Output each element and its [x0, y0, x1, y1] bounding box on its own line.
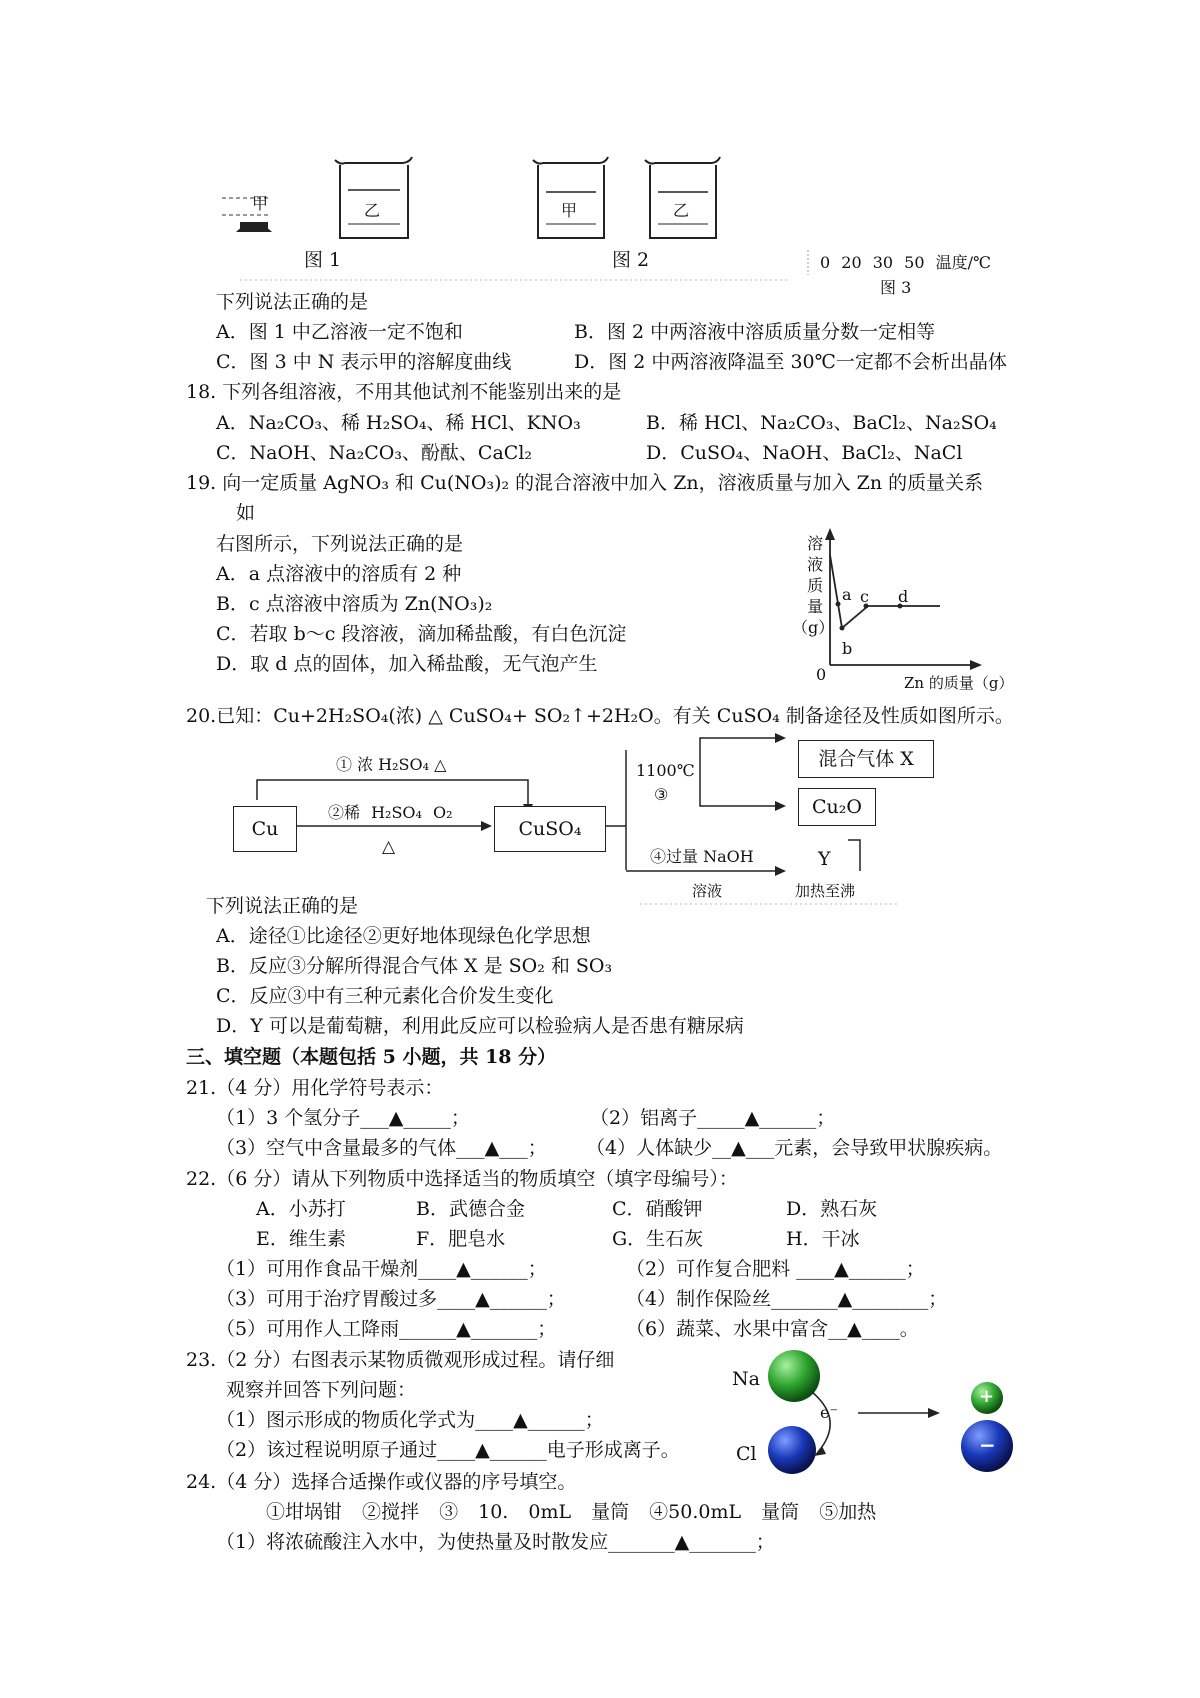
box-cu2o: Cu₂O: [798, 788, 876, 826]
q22-stem: 22.（6 分）请从下列物质中选择适当的物质填空（填字母编号）：: [186, 1168, 738, 1190]
q17-option-a: A．图 1 中乙溶液一定不饱和: [216, 321, 463, 343]
route2-heat: △: [382, 837, 396, 857]
graph-origin: 0: [816, 665, 827, 684]
graph-y-label-3: 质: [807, 576, 824, 595]
q18-option-c: C．NaOH、Na₂CO₃、酚酞、CaCl₂: [216, 442, 533, 464]
q18-option-b: B．稀 HCl、Na₂CO₃、BaCl₂、Na₂SO₄: [646, 412, 997, 434]
graph-label-c: c: [860, 587, 869, 606]
q22-opt-b: B．武德合金: [416, 1198, 525, 1220]
na-label: Na: [732, 1368, 760, 1390]
reagent-y: Y: [818, 848, 831, 870]
q17-option-c: C．图 3 中 N 表示甲的溶解度曲线: [216, 351, 512, 373]
q20-option-a: A．途径①比途径②更好地体现绿色化学思想: [216, 925, 591, 947]
fig1-label-jia: 甲: [252, 194, 269, 213]
q18-option-a: A．Na₂CO₃、稀 H₂SO₄、稀 HCl、KNO₃: [216, 412, 581, 434]
cl-atom: [768, 1426, 816, 1474]
route4-solution: 溶液: [692, 882, 723, 900]
q22-opt-a: A．小苏打: [256, 1198, 346, 1220]
fig2-label-jia: 甲: [561, 201, 578, 220]
q19-option-a: A．a 点溶液中的溶质有 2 种: [216, 563, 462, 585]
fig2-caption: 图 2: [612, 249, 650, 271]
reaction-arrowhead: [928, 1408, 940, 1418]
q22-opt-c: C．硝酸钾: [612, 1198, 703, 1220]
route2-label: ②稀 H₂SO₄ O₂: [328, 803, 453, 822]
q24-part1: （1）将浓硫酸注入水中，为使热量及时散发应_______▲_______；: [216, 1531, 775, 1553]
route4-label: ④过量 NaOH: [650, 847, 754, 866]
fig2-label-yi: 乙: [673, 201, 690, 220]
section-3-heading: 三、填空题（本题包括 5 小题，共 18 分）: [186, 1046, 557, 1068]
q17-option-d: D．图 2 中两溶液降温至 30℃一定都不会析出晶体: [574, 351, 1007, 373]
graph-y-label-5: （g）: [792, 618, 835, 637]
cl-label: Cl: [736, 1443, 757, 1465]
q20-stem: 20.已知：Cu+2H₂SO₄(浓) △ CuSO₄+ SO₂↑+2H₂O。有关 CuSO₄ 制备途径及性质如图所示。: [186, 705, 1014, 727]
q21-part2: （2）铝离子_____▲______；: [590, 1107, 836, 1129]
q22-part5: （5）可用作人工降雨______▲_______；: [216, 1318, 557, 1340]
q19-stem: 19. 向一定质量 AgNO₃ 和 Cu(NO₃)₂ 的混合溶液中加入 Zn，溶液质量与加入 Zn 的质量关系: [186, 472, 984, 494]
route3-temp: 1100℃: [636, 761, 695, 780]
q22-part3: （3）可用于治疗胃酸过多____▲______；: [216, 1288, 566, 1310]
q22-part4: （4）制作保险丝_______▲________；: [626, 1288, 948, 1310]
q23-stem-2: 观察并回答下列问题：: [226, 1379, 417, 1401]
q22-opt-d: D．熟石灰: [786, 1198, 878, 1220]
q22-part2: （2）可作复合肥料 ____▲______；: [626, 1258, 925, 1280]
q20-after: 下列说法正确的是: [206, 895, 359, 917]
q22-opt-f: F．肥皂水: [416, 1228, 506, 1250]
na-atom: [768, 1350, 820, 1402]
q21-part3: （3）空气中含量最多的气体___▲___；: [216, 1137, 547, 1159]
fig3-axis-label: 0 20 30 50 温度/℃: [820, 253, 991, 272]
q20-option-c: C．反应③中有三种元素化合价发生变化: [216, 985, 554, 1007]
q17-option-b: B．图 2 中两溶液中溶质质量分数一定相等: [574, 321, 936, 343]
graph-y-label-2: 液: [807, 555, 824, 574]
electron-label: e⁻: [820, 1403, 838, 1422]
q17-stem: 下列说法正确的是: [216, 291, 369, 313]
graph-x-label: Zn 的质量（g）: [904, 674, 1014, 692]
fig1-label-yi: 乙: [364, 201, 381, 220]
q18-stem: 18. 下列各组溶液，不用其他试剂不能鉴别出来的是: [186, 381, 622, 403]
q23-part1: （1）图示形成的物质化学式为____▲______；: [216, 1409, 604, 1431]
q20-option-b: B．反应③分解所得混合气体 X 是 SO₂ 和 SO₃: [216, 955, 613, 977]
graph-label-a: a: [842, 585, 852, 604]
q24-options: ①坩埚钳 ②搅拌 ③ 10. 0mL 量筒 ④50.0mL 量筒 ⑤加热: [266, 1501, 877, 1523]
route1-label: ① 浓 H₂SO₄ △: [336, 755, 447, 774]
q19-option-d: D．取 d 点的固体，加入稀盐酸，无气泡产生: [216, 653, 598, 675]
minus-sign: −: [979, 1433, 996, 1457]
q21-part1: （1）3 个氢分子___▲_____；: [216, 1107, 470, 1129]
q22-opt-h: H．干冰: [786, 1228, 860, 1250]
q19-option-b: B．c 点溶液中溶质为 Zn(NO₃)₂: [216, 593, 493, 615]
route3-label: ③: [654, 785, 669, 804]
q19-option-c: C．若取 b～c 段溶液，滴加稀盐酸，有白色沉淀: [216, 623, 627, 645]
q24-stem: 24.（4 分）选择合适操作或仪器的序号填空。: [186, 1471, 577, 1493]
box-cu: Cu: [233, 806, 297, 852]
heat-to-boil: 加热至沸: [795, 882, 856, 900]
q19-stem-cont: 如: [236, 502, 256, 524]
q23-part2: （2）该过程说明原子通过____▲______电子形成离子。: [216, 1439, 680, 1461]
fig3-caption: 图 3: [880, 278, 912, 297]
graph-label-d: d: [898, 587, 909, 606]
q22-part1: （1）可用作食品干燥剂____▲______；: [216, 1258, 547, 1280]
graph-y-label-1: 溶: [807, 534, 824, 553]
q18-option-d: D．CuSO₄、NaOH、BaCl₂、NaCl: [646, 442, 963, 464]
q22-part6: （6）蔬菜、水果中富含__▲____。: [626, 1318, 919, 1340]
q22-opt-g: G．生石灰: [612, 1228, 704, 1250]
q20-option-d: D．Y 可以是葡萄糖，利用此反应可以检验病人是否患有糖尿病: [216, 1015, 744, 1037]
q22-opt-e: E．维生素: [256, 1228, 346, 1250]
fig1-caption: 图 1: [304, 249, 342, 271]
q19-stem-2: 右图所示，下列说法正确的是: [216, 533, 464, 555]
box-cuso4: CuSO₄: [494, 806, 606, 852]
box-mixed-gas-x: 混合气体 X: [798, 740, 934, 778]
q21-stem: 21.（4 分）用化学符号表示：: [186, 1077, 444, 1099]
q23-stem: 23.（2 分）右图表示某物质微观形成过程。请仔细: [186, 1349, 615, 1371]
graph-label-b: b: [842, 639, 853, 658]
q21-part4: （4）人体缺少__▲___元素，会导致甲状腺疾病。: [586, 1137, 1003, 1159]
plus-sign: +: [979, 1386, 995, 1407]
graph-y-label-4: 量: [807, 597, 824, 616]
